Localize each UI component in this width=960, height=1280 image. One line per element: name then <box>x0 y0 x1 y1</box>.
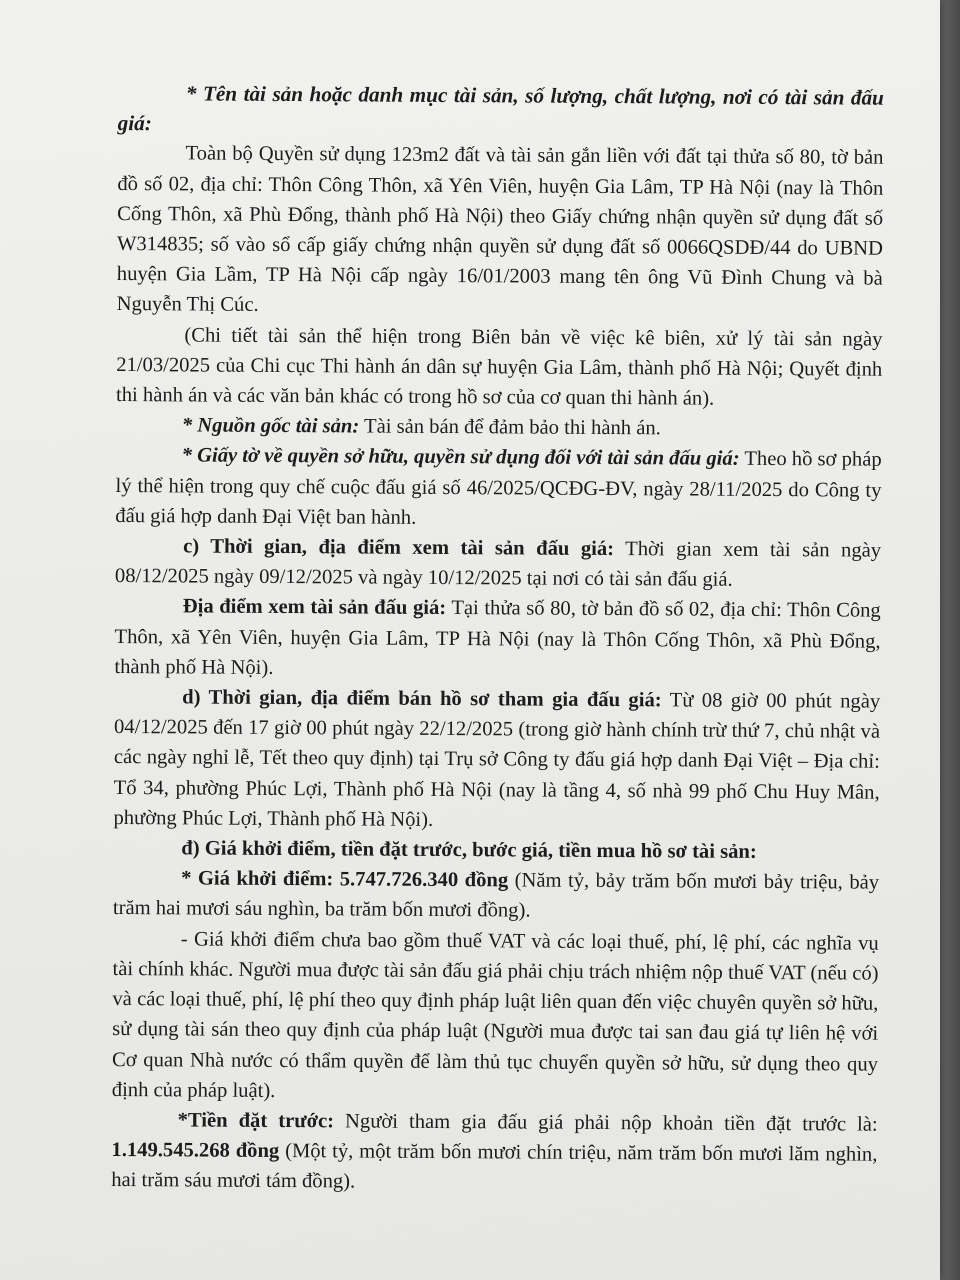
start-price-text: (Năm tỷ, bảy trăm bốn mươi bảy triệu, bảy trăm hai mươi sáu nghìn, ba trăm bốn mươi đồng). <box>112 869 880 923</box>
start-price-label: * Giá khởi điểm: 5.747.726.340 đồng <box>181 867 509 892</box>
papers-paragraph <box>115 440 882 535</box>
origin-text: Tài sản bán để đảm bảo thi hành án. <box>359 415 661 440</box>
view-location-paragraph <box>114 591 881 686</box>
document-body <box>111 78 884 1200</box>
section-d-text: Từ 08 giờ 00 phút ngày 04/12/2025 đến 17 giờ 00 phút ngày 22/12/2025 (trong giờ hành chính trừ thứ 7, chủ nhật và các ngày nghỉ lễ, Tết theo quy định) tại Trụ sở Công ty đấu giá hợp danh Đại Việt – Địa chỉ: Tổ 34, phường Phúc Lợi, Thành phố Hà Nội (nay là tầng 4, số nhà 99 phố Chu Huy Mân, phường Phúc Lợi, Thành phố Hà Nội). <box>113 689 881 831</box>
section-dd-heading: đ) Giá khởi điểm, tiền đặt trước, bước giá, tiền mua hồ sơ tài sản: <box>181 837 757 863</box>
asset-detail-note: (Chi tiết tài sản thể hiện trong Biên bản về việc kê biên, xử lý tài sản ngày 21/03/2025 của Chi cục Thi hành án dân sự huyện Gia Lâm, thành phố Hà Nội; Quyết định thi hành án và các văn bản khác có trong hồ sơ của cơ quan thi hành án). <box>115 324 883 410</box>
origin-label: * Nguồn gốc tài sản: <box>181 414 360 438</box>
view-location-text: Tại thửa số 80, tờ bản đồ số 02, địa chỉ: Thôn Công Thôn, xã Yên Viên, huyện Gia Lâm, TP Hà Nội (nay là Thôn Cống Thôn, xã Phù Đổng, thành phố Hà Nội). <box>114 597 881 679</box>
deposit-words: (Một tỷ, một trăm bốn mươi chín triệu, năm trăm bốn mươi lăm nghìn, hai trăm sáu mươi tám đồng). <box>111 1140 878 1193</box>
deposit-text: Người tham gia đấu giá phải nộp khoản tiền đặt trước là: <box>333 1110 878 1136</box>
section-c-paragraph <box>115 531 881 596</box>
deposit-paragraph <box>111 1105 878 1200</box>
papers-label: * Giấy tờ về quyền sở hữu, quyền sử dụng đối với tài sản đấu giá: <box>181 444 740 471</box>
deposit-amount: 1.149.545.268 đồng <box>111 1139 280 1163</box>
section-c-label: c) Thời gian, địa điểm xem tài sản đấu giá: <box>183 535 615 561</box>
papers-text: Theo hồ sơ pháp lý thể hiện trong quy chế cuộc đấu giá số 46/2025/QCĐG-ĐV, ngày 28/11/2025 do Công ty đấu giá hợp danh Đại Việt ban hành. <box>115 448 882 529</box>
section-d-paragraph <box>113 682 880 838</box>
asset-description: Toàn bộ Quyền sử dụng 123m2 đất và tài sản gắn liền với đất tại thửa số 80, tờ bản đồ số 02, địa chỉ: Thôn Công Thôn, xã Yên Viên, huyện Gia Lâm, TP Hà Nội (nay là Thôn Cống Thôn, xã Phù Đổng, thành phố Hà Nội) theo Giấy chứng nhận quyền sử dụng đất số W314835; số vào sổ cấp giấy chứng nhận quyền sử dụng đất số 0066QSDĐ/44 do UBND huyện Gia Lầm, TP Hà Nội cấp ngày 16/01/2003 mang tên ông Vũ Đình Chung và bà Nguyễn Thị Cúc. <box>116 142 884 317</box>
section-d-label: d) Thời gian, địa điểm bán hồ sơ tham gia đấu giá: <box>182 686 662 712</box>
view-location-label: Địa điểm xem tài sản đấu giá: <box>182 595 447 620</box>
asset-heading: * Tên tài sản hoặc danh mục tài sản, số lượng, chất lượng, nơi có tài sản đấu giá: <box>117 81 884 136</box>
start-price-paragraph <box>113 863 879 928</box>
origin-paragraph <box>116 410 882 445</box>
deposit-label: *Tiền đặt trước: <box>177 1109 335 1133</box>
vat-note: - Giá khởi điểm chưa bao gồm thuế VAT và các loại thuế, phí, lệ phí, các nghĩa vụ tài chính khác. Người mua được tài sản đấu giá phải chịu trách nhiệm nộp thuế VAT (nếu có) và các loại thuế, phí, lệ phí theo quy định pháp luật liên quan đến việc chuyên quyền sở hữu, sử dụng tài sán theo quy định của pháp luật (Người mua được tai san đau giá tự liên hệ với Cơ quan Nhà nước có thẩm quyền để làm thủ tục chuyển quyền sở hữu, sử dụng theo quy định của pháp luật). <box>111 928 879 1102</box>
section-c-text: Thời gian xem tài sản ngày 08/12/2025 ngày 09/12/2025 và ngày 10/12/2025 tại nơi có tài sản đấu giá. <box>114 538 882 592</box>
